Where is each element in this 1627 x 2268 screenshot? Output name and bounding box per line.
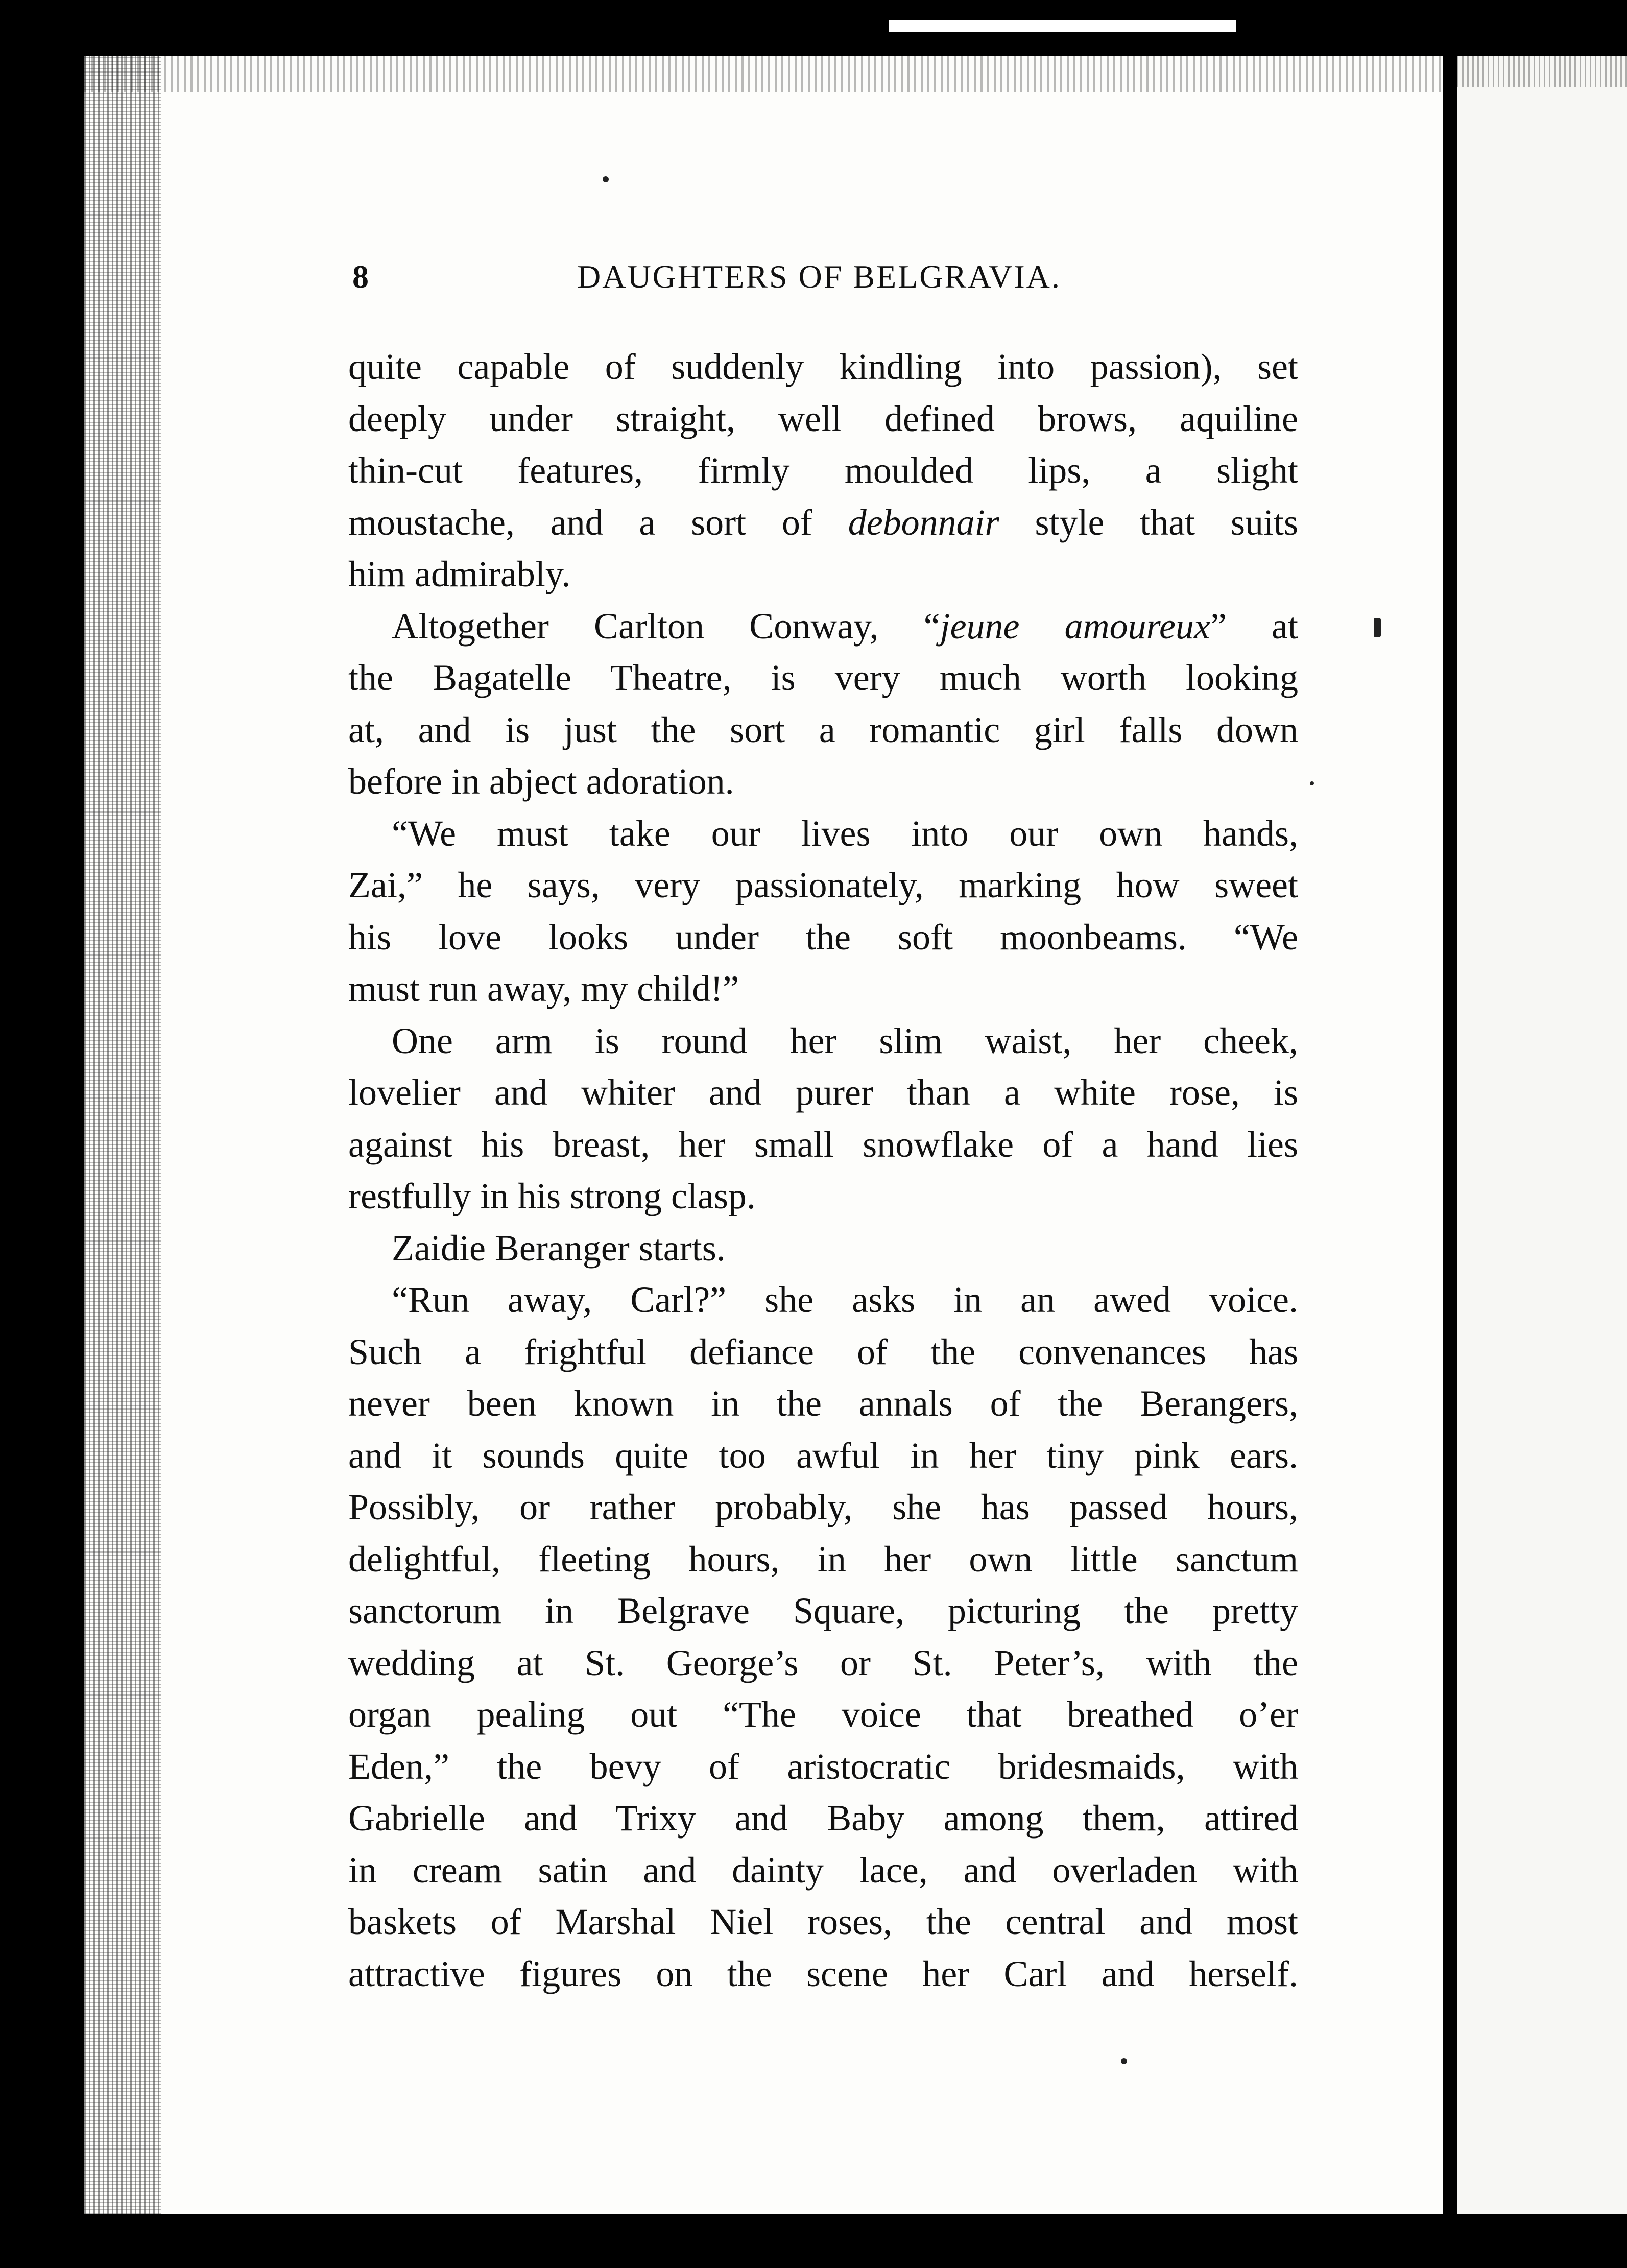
body-text	[348, 341, 1298, 2000]
text-line: Zai,” he says, very passionately, marking how sweet	[348, 865, 1298, 905]
text-line: sanctorum in Belgrave Square, picturing the pretty	[348, 1590, 1298, 1631]
facing-page-edge	[1457, 56, 1627, 87]
scan-speck	[1121, 2058, 1127, 2064]
scan-speck	[1374, 618, 1381, 637]
text-line: lovelier and whiter and purer than a white rose, is	[348, 1072, 1298, 1113]
text-line: and it sounds quite too awful in her tiny pink ears.	[348, 1435, 1298, 1476]
text-line: One arm is round her slim waist, her cheek,	[392, 1020, 1298, 1061]
text-line: attractive figures on the scene her Carl and herself.	[348, 1953, 1298, 1994]
text-line: Eden,” the bevy of aristocratic bridesmaids, with	[348, 1746, 1298, 1787]
running-header	[352, 258, 1129, 304]
running-title: DAUGHTERS OF BELGRAVIA.	[577, 258, 1061, 295]
text-line: “Run away, Carl?” she asks in an awed voice.	[392, 1279, 1298, 1320]
scan-top-highlight	[889, 20, 1236, 32]
text-line: in cream satin and dainty lace, and overladen with	[348, 1849, 1298, 1891]
text-line: delightful, fleeting hours, in her own little sanctum	[348, 1538, 1298, 1580]
page-number: 8	[352, 258, 370, 295]
text-line: against his breast, her small snowflake of a hand lies	[348, 1124, 1298, 1165]
text-line: him admirably.	[348, 554, 571, 594]
text-line: baskets of Marshal Niel roses, the central and most	[348, 1901, 1298, 1942]
text-line: Zaidie Beranger starts.	[392, 1227, 726, 1269]
text-line: quite capable of suddenly kindling into passion), set	[348, 346, 1298, 387]
text-line: Possibly, or rather probably, she has passed hours,	[348, 1487, 1298, 1527]
text-line: at, and is just the sort a romantic girl falls down	[348, 709, 1298, 750]
scan-speck	[603, 176, 609, 182]
text-line: wedding at St. George’s or St. Peter’s, with the	[348, 1642, 1298, 1683]
page-top-edge	[84, 56, 1529, 92]
text-line: deeply under straight, well defined brows, aquiline	[348, 398, 1298, 439]
text-line: thin-cut features, firmly moulded lips, a slight	[348, 450, 1298, 491]
scan-speck	[1310, 781, 1314, 785]
text-line: the Bagatelle Theatre, is very much worth looking	[348, 657, 1298, 698]
text-line: before in abject adoration.	[348, 761, 734, 802]
text-line: his love looks under the soft moonbeams. “We	[348, 916, 1298, 958]
text-line: Such a frightful defiance of the convenances has	[348, 1331, 1298, 1372]
text-line: restfully in his strong clasp.	[348, 1176, 756, 1216]
text-line: moustache, and a sort of debonnair style that suits	[348, 502, 1298, 543]
text-line: never been known in the annals of the Berangers,	[348, 1383, 1298, 1424]
page-binding-edge	[84, 56, 161, 2214]
text-line: “We must take our lives into our own hands,	[392, 813, 1298, 854]
text-line: Altogether Carlton Conway, “jeune amoureux” at	[392, 605, 1299, 647]
page-gutter-rule	[1443, 56, 1457, 2214]
facing-page-strip	[1457, 56, 1627, 2214]
text-line: Gabrielle and Trixy and Baby among them, attired	[348, 1798, 1298, 1839]
text-line: organ pealing out “The voice that breathed o’er	[348, 1694, 1298, 1735]
text-line: must run away, my child!”	[348, 968, 739, 1009]
